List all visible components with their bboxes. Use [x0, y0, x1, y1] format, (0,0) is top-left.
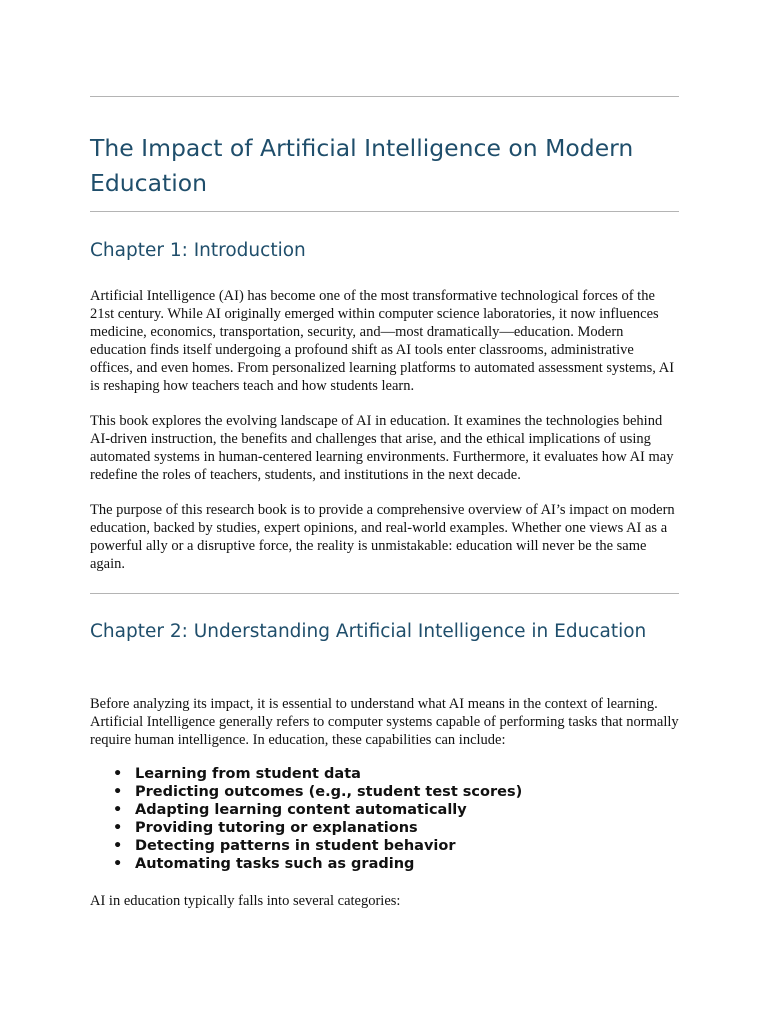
- chapter-divider: [90, 593, 679, 594]
- list-item: [90, 837, 679, 855]
- bullet-marker: •: [113, 838, 123, 854]
- bullet-marker: •: [113, 784, 123, 800]
- bullet-marker: •: [113, 802, 123, 818]
- list-item-text: Learning from student data: [135, 766, 361, 782]
- capabilities-list: [90, 765, 679, 873]
- list-item: [90, 855, 679, 873]
- list-item-text: Predicting outcomes (e.g., student test scores): [135, 784, 523, 800]
- chapter-1-paragraph-3: The purpose of this research book is to provide a comprehensive overview of AI’s impact on modern education, backed by studies, expert opinions, and real-world examples. Whether one views AI as a powerful ally or a disruptive force, the reality is unmistakable: education will never be the same again.: [90, 502, 675, 572]
- list-item: [90, 765, 679, 783]
- chapter-1-paragraph-2: This book explores the evolving landscape of AI in education. It examines the technologies behind AI-driven instruction, the benefits and challenges that arise, and the ethical implications of using automated systems in human-centered learning environments. Furthermore, it evaluates how AI may redefine the roles of teachers, students, and institutions in the next decade.: [90, 413, 674, 483]
- list-item-text: Automating tasks such as grading: [135, 856, 415, 872]
- chapter-1-paragraph-1: Artificial Intelligence (AI) has become one of the most transformative technological forces of the 21st century. While AI originally emerged within computer science laboratories, it now influences medicine, economics, transportation, security, and—most dramatically—education. Modern education finds itself undergoing a profound shift as AI tools enter classrooms, administrative offices, and even homes. From personalized learning platforms to automated assessment systems, AI is reshaping how teachers teach and how students learn.: [90, 288, 675, 394]
- list-item: [90, 819, 679, 837]
- bullet-marker: •: [113, 856, 123, 872]
- list-item-text: Providing tutoring or explanations: [135, 820, 418, 836]
- bullet-marker: •: [113, 766, 123, 782]
- list-item: [90, 783, 679, 801]
- list-item-text: Adapting learning content automatically: [135, 802, 467, 818]
- bullet-marker: •: [113, 820, 123, 836]
- top-divider: [90, 96, 679, 97]
- title-divider: [90, 211, 679, 212]
- chapter-2-heading: Chapter 2: Understanding Artificial Intelligence in Education: [90, 621, 647, 642]
- chapter-1-heading: Chapter 1: Introduction: [90, 240, 306, 261]
- list-item-text: Detecting patterns in student behavior: [135, 838, 456, 854]
- chapter-2-intro-paragraph: Before analyzing its impact, it is essential to understand what AI means in the context of learning. Artificial Intelligence generally refers to computer systems capable of performing tasks that normally require human intelligence. In education, these capabilities can include:: [90, 696, 679, 748]
- chapter-2-closing-paragraph: AI in education typically falls into several categories:: [90, 893, 401, 909]
- document-title: The Impact of Artificial Intelligence on Modern Education: [90, 134, 634, 197]
- list-item: [90, 801, 679, 819]
